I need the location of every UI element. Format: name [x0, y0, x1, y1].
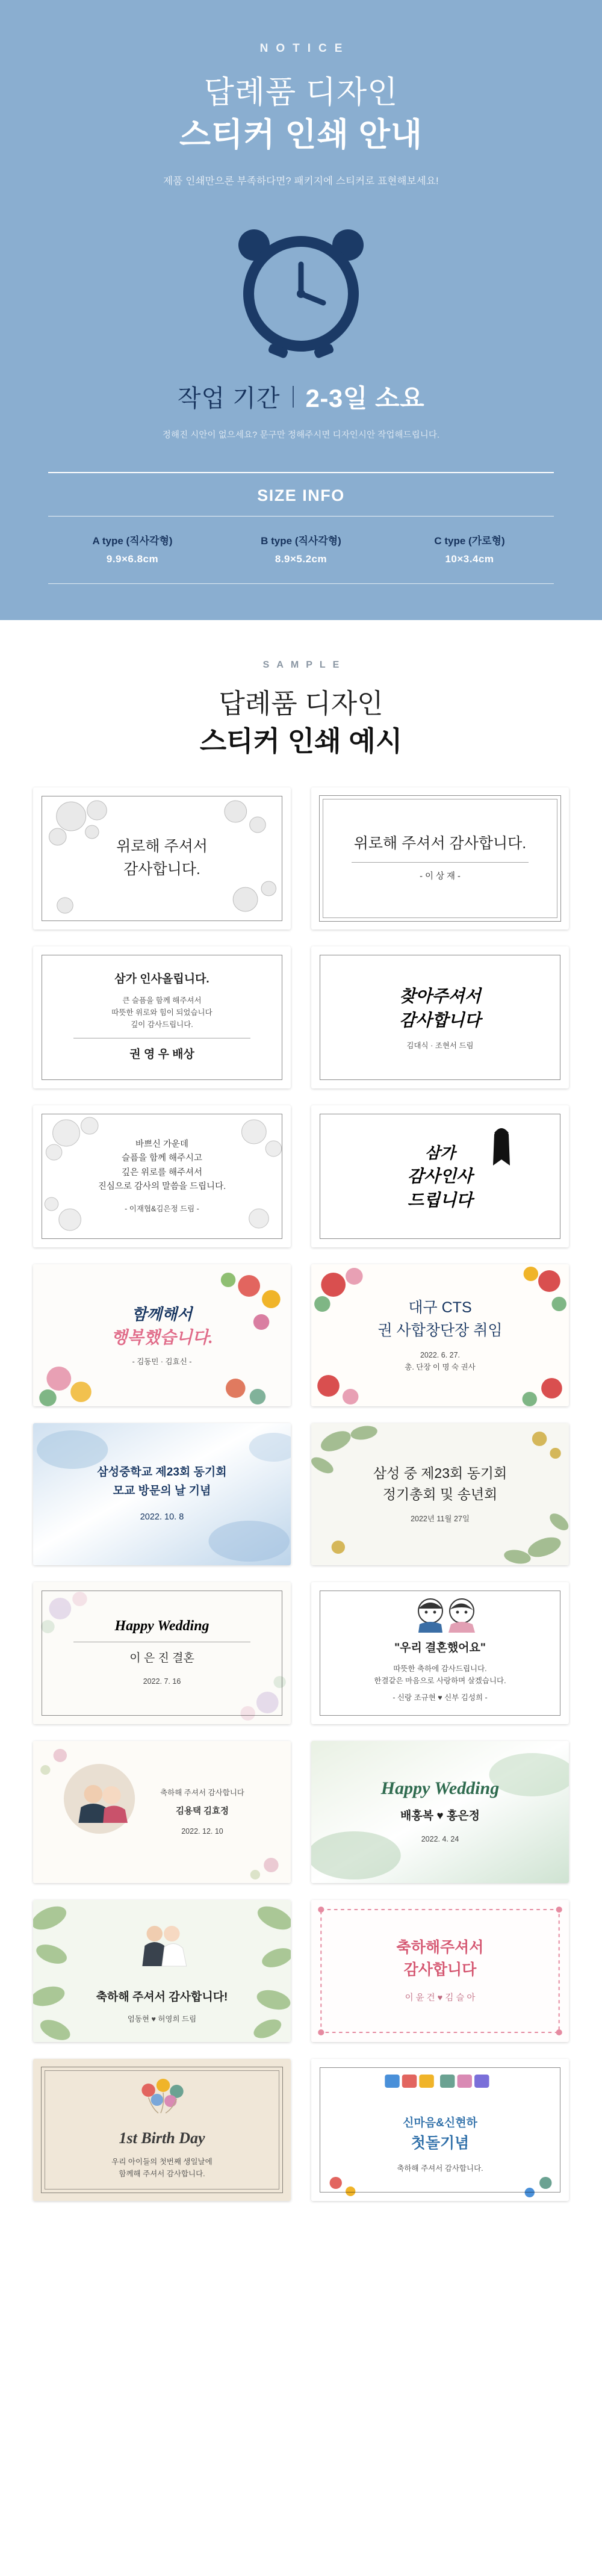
- card-body-line: 큰 슬픔을 함께 해주셔서: [122, 996, 202, 1005]
- card-body-line: 깊은 위로를 해주셔서: [121, 1167, 203, 1178]
- card-body-line: 슬픔을 함께 해주시고: [121, 1153, 203, 1164]
- card-date: 2022. 4. 24: [421, 1835, 459, 1844]
- size-info-block: [48, 472, 554, 584]
- card-content: [311, 2085, 569, 2174]
- card-date: 2022. 7. 16: [143, 1677, 181, 1686]
- card-content: [33, 1618, 291, 1687]
- sticker-card[interactable]: [33, 1105, 291, 1247]
- card-content: [311, 833, 569, 884]
- card-date: 2022. 10. 8: [140, 1512, 184, 1522]
- sticker-sample-grid: [33, 787, 569, 2201]
- size-type-dimension: 8.9×5.2cm: [275, 553, 327, 565]
- card-date: 2022. 6. 27.: [420, 1351, 461, 1360]
- notice-subtitle: 제품 인쇄만으론 부족하다면? 패키지에 스티커로 표현해보세요!: [163, 175, 439, 187]
- size-info-item: [217, 532, 384, 565]
- sticker-card[interactable]: [311, 2059, 569, 2201]
- card-line: 첫돌기념: [411, 2135, 470, 2152]
- sample-title-line1: 답례품 디자인: [219, 687, 383, 719]
- card-content: [33, 836, 291, 881]
- card-body-line: 축하해 주셔서 감사합니다.: [397, 2164, 483, 2173]
- sticker-card[interactable]: [311, 1105, 569, 1247]
- card-body-line: 진심으로 감사의 말씀을 드립니다.: [98, 1182, 226, 1192]
- card-signature: - 이 상 재 -: [420, 872, 461, 882]
- card-line: Happy Wedding: [380, 1778, 500, 1799]
- sticker-card[interactable]: [311, 1900, 569, 2042]
- sticker-card[interactable]: [33, 1741, 291, 1883]
- card-signature: - 김동민 · 김효신 -: [132, 1358, 192, 1367]
- card-content: [311, 1937, 569, 2005]
- card-content: [33, 1302, 291, 1368]
- size-type-name: C type (가로형): [434, 535, 505, 547]
- card-line: 축하해 주셔서 감사합니다: [160, 1789, 244, 1798]
- sticker-card[interactable]: [311, 1741, 569, 1883]
- card-line: 삼성 중 제23회 동기회: [373, 1465, 507, 1482]
- card-content: [311, 983, 569, 1052]
- sticker-card[interactable]: [33, 1582, 291, 1724]
- card-signature: 총. 단장 이 명 숙 권사: [405, 1363, 476, 1372]
- sticker-card[interactable]: [311, 1264, 569, 1406]
- card-signature: 권 영 우 배상: [129, 1048, 194, 1061]
- sticker-card[interactable]: [33, 787, 291, 930]
- sticker-card[interactable]: [33, 1900, 291, 2042]
- card-signature: 엄동현 ♥ 허영희 드림: [127, 2015, 197, 2024]
- work-period-value: 2-3일 소요: [305, 383, 425, 412]
- card-signature: 이 윤 건 ♥ 김 슬 아: [405, 1993, 476, 2003]
- card-line: 감사합니다.: [123, 860, 200, 878]
- card-content: [33, 1463, 291, 1524]
- card-body-line: 깊이 감사드립니다.: [131, 1020, 193, 1029]
- card-body-line: 따뜻한 축하에 감사드립니다.: [393, 1665, 487, 1674]
- sticker-card[interactable]: [33, 2059, 291, 2201]
- card-line: 찾아주셔서: [399, 987, 481, 1006]
- card-body-line: 따뜻한 위로와 힘이 되었습니다: [111, 1008, 213, 1017]
- card-content: [311, 1778, 569, 1845]
- notice-eyebrow: NOTICE: [259, 42, 350, 55]
- card-content: [33, 1916, 291, 2025]
- card-content: [311, 1602, 569, 1704]
- card-content: [33, 1787, 291, 1837]
- sticker-card[interactable]: [311, 1582, 569, 1724]
- card-line: 축하해주셔서: [396, 1938, 484, 1956]
- sticker-card[interactable]: [33, 1264, 291, 1406]
- card-line: 정기총회 및 송년회: [382, 1486, 498, 1502]
- card-content: [33, 1138, 291, 1215]
- card-line: 삼가: [424, 1144, 456, 1162]
- card-content: [311, 1297, 569, 1373]
- card-signature: - 이재협&김은정 드림 -: [125, 1204, 199, 1213]
- size-info-item: [386, 532, 553, 565]
- card-line: 감사인사: [407, 1167, 473, 1187]
- size-type-name: A type (직사각형): [92, 535, 173, 547]
- card-line: 삼성중학교 제23회 동기회: [97, 1466, 227, 1479]
- card-body-line: 이 은 진 결혼: [129, 1652, 194, 1665]
- card-body-line: 바쁘신 가운데: [135, 1139, 189, 1149]
- card-date: 2022. 12. 10: [181, 1826, 223, 1836]
- card-line: 감사합니다: [403, 1961, 477, 1979]
- card-line: 대구 CTS: [408, 1299, 472, 1317]
- card-body-line: 배홍복 ♥ 홍은정: [400, 1810, 480, 1823]
- sample-eyebrow: SAMPLE: [262, 659, 347, 670]
- card-date: 2022년 11월 27일: [411, 1515, 470, 1524]
- card-body-line: 김용택 김효정: [175, 1807, 229, 1817]
- sample-section: [0, 620, 602, 2225]
- card-content: [311, 1141, 569, 1211]
- card-line: 감사합니다: [399, 1011, 481, 1030]
- card-line: 함께해서: [131, 1306, 193, 1324]
- size-type-name: B type (직사각형): [261, 535, 341, 547]
- work-period-row: [0, 379, 602, 415]
- card-line: 1st Birth Day: [119, 2129, 205, 2147]
- notice-section: [0, 0, 602, 620]
- card-line: 권 사합창단장 취임: [377, 1321, 503, 1339]
- sticker-card[interactable]: [311, 1423, 569, 1565]
- card-body-line: 함께해 주셔서 감사합니다.: [119, 2169, 205, 2178]
- card-signature: - 신랑 조규현 ♥ 신부 김성희 -: [393, 1693, 488, 1702]
- card-content: [311, 1463, 569, 1525]
- card-body-line: 한결같은 마음으로 사랑하며 살겠습니다.: [374, 1677, 506, 1686]
- card-line: Happy Wedding: [114, 1618, 209, 1634]
- work-period-label: 작업 기간: [177, 385, 281, 412]
- divider: [293, 386, 294, 408]
- card-body-line: 우리 아이들의 첫번째 생일날에: [111, 2157, 213, 2166]
- size-info-grid: [48, 532, 554, 573]
- size-info-heading: SIZE INFO: [48, 486, 554, 517]
- divider: [352, 862, 528, 863]
- card-line: 삼가 인사올립니다.: [114, 972, 209, 985]
- card-line: 위로해 주셔서 감사합니다.: [353, 834, 527, 852]
- notice-title-line2: 스티커 인쇄 안내: [179, 117, 423, 153]
- sticker-card[interactable]: [311, 946, 569, 1088]
- card-content: [33, 970, 291, 1065]
- sample-title-line2: 스티커 인쇄 예시: [199, 725, 403, 757]
- card-content: [33, 2080, 291, 2180]
- size-type-dimension: 10×3.4cm: [445, 553, 494, 565]
- size-type-dimension: 9.9×6.8cm: [106, 553, 159, 565]
- card-line: 축하해 주셔서 감사합니다!: [96, 1991, 228, 2004]
- notice-title-line1: 답례품 디자인: [203, 75, 399, 110]
- card-line: 위로해 주셔서: [116, 838, 208, 855]
- card-signature: 김대식 · 조현서 드림: [406, 1041, 474, 1050]
- sticker-card[interactable]: [33, 946, 291, 1088]
- alarm-clock-icon: [211, 213, 391, 363]
- size-info-item: [49, 532, 216, 565]
- card-line: 행복했습니다.: [111, 1329, 213, 1348]
- work-period-note: 정해진 시안이 없으세요? 문구만 정해주시면 디자인시안 작업해드립니다.: [162, 430, 440, 440]
- sticker-card[interactable]: [311, 787, 569, 930]
- card-line: 신마음&신현하: [403, 2116, 477, 2129]
- bottom-spacer: [0, 2225, 602, 2249]
- card-line: 드립니다: [407, 1191, 473, 1211]
- card-line: 모교 방문의 날 기념: [113, 1485, 211, 1498]
- sticker-card[interactable]: [33, 1423, 291, 1565]
- card-line: "우리 결혼했어요": [394, 1642, 486, 1655]
